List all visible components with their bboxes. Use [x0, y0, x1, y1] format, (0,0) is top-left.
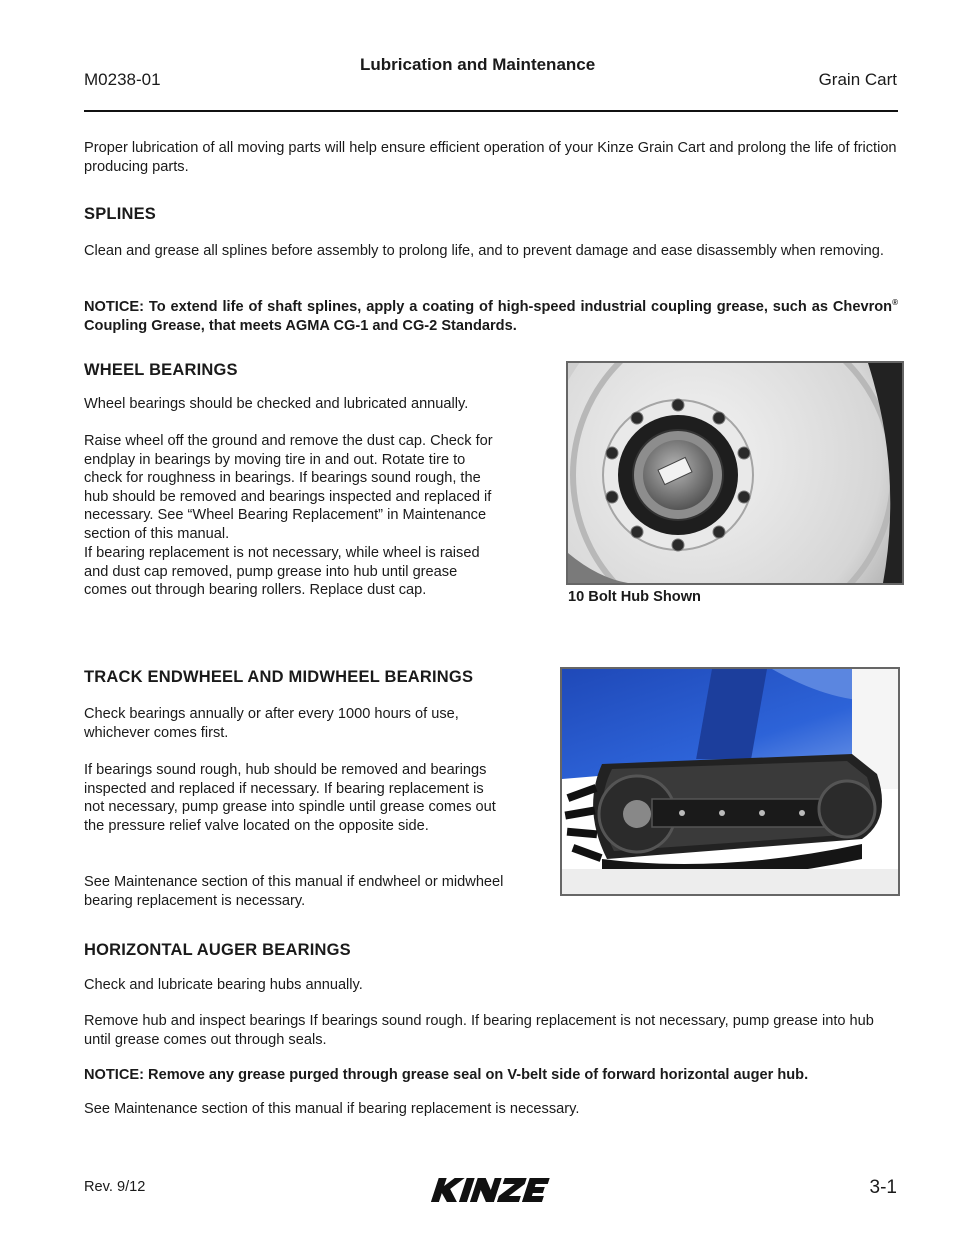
- splines-notice-text-2: Coupling Grease, that meets AGMA CG-1 and CG-2 Standards.: [84, 317, 517, 334]
- track-bearings-heading: TRACK ENDWHEEL AND MIDWHEEL BEARINGS: [84, 668, 474, 686]
- wheel-photo-caption: 10 Bolt Hub Shown: [568, 589, 701, 605]
- intro-paragraph: Proper lubrication of all moving parts will help ensure efficient operation of your Kinze Grain Cart and prolong the life of friction producing parts.: [84, 140, 897, 175]
- splines-notice-text-1: NOTICE: To extend life of shaft splines, apply a coating of high-speed industrial coupling grease, such as Chevron: [84, 299, 893, 315]
- track-bearings-p1: Check bearings annually or after every 1000 hours of use, whichever comes first.: [84, 706, 459, 741]
- splines-notice: [84, 298, 898, 335]
- wheel-hub-photo: [566, 361, 904, 585]
- splines-heading: SPLINES: [84, 205, 157, 223]
- kinze-logo-mark: [428, 1174, 552, 1206]
- wheel-bearings-heading: WHEEL BEARINGS: [84, 361, 238, 379]
- track-bearings-p2: If bearings sound rough, hub should be removed and bearings inspected and replaced if necessary. If bearing replacement is not necessary, pump grease into spindle until grease comes out the pressure relief valve located on the opposite side.: [84, 762, 496, 834]
- track-bearings-p3: See Maintenance section of this manual if endwheel or midwheel bearing replacement is necessary.: [84, 874, 504, 909]
- revision-label: Rev. 9/12: [84, 1179, 146, 1195]
- auger-bearings-heading: HORIZONTAL AUGER BEARINGS: [84, 941, 351, 959]
- wheel-bearings-p1: Wheel bearings should be checked and lubricated annually.: [84, 396, 469, 412]
- section-title: Lubrication and Maintenance: [360, 55, 596, 74]
- auger-bearings-p1: Check and lubricate bearing hubs annually.: [84, 977, 363, 993]
- auger-bearings-p2: Remove hub and inspect bearings If bearings sound rough. If bearing replacement is not necessary, pump grease into hub until grease comes out through seals.: [84, 1013, 874, 1048]
- track-system-photo: [560, 667, 900, 896]
- document-number: M0238-01: [84, 70, 161, 89]
- auger-bearings-notice: NOTICE: Remove any grease purged through grease seal on V-belt side of forward horizontal auger hub.: [84, 1067, 809, 1083]
- auger-bearings-p3: See Maintenance section of this manual if bearing replacement is necessary.: [84, 1101, 580, 1117]
- product-name: Grain Cart: [818, 70, 897, 89]
- kinze-logo: [428, 1174, 552, 1211]
- wheel-bearings-p3: If bearing replacement is not necessary, while wheel is raised and dust cap removed, pump grease into hub until grease comes out through bearing rollers. Replace dust cap.: [84, 545, 480, 598]
- page-number: 3-1: [869, 1177, 897, 1198]
- wheel-bearings-p2: Raise wheel off the ground and remove the dust cap. Check for endplay in bearings by moving tire in and out. Rotate tire to check for roughness in bearings. If bearings sound rough, the hub should be removed and bearings inspected and replaced if necessary. See “Wheel Bearing Replacement” in Maintenance section of this manual.: [84, 433, 493, 542]
- registered-mark: ®: [892, 298, 898, 308]
- header-rule: [84, 110, 898, 112]
- splines-body: Clean and grease all splines before assembly to prolong life, and to prevent damage and ease disassembly when removing.: [84, 243, 884, 259]
